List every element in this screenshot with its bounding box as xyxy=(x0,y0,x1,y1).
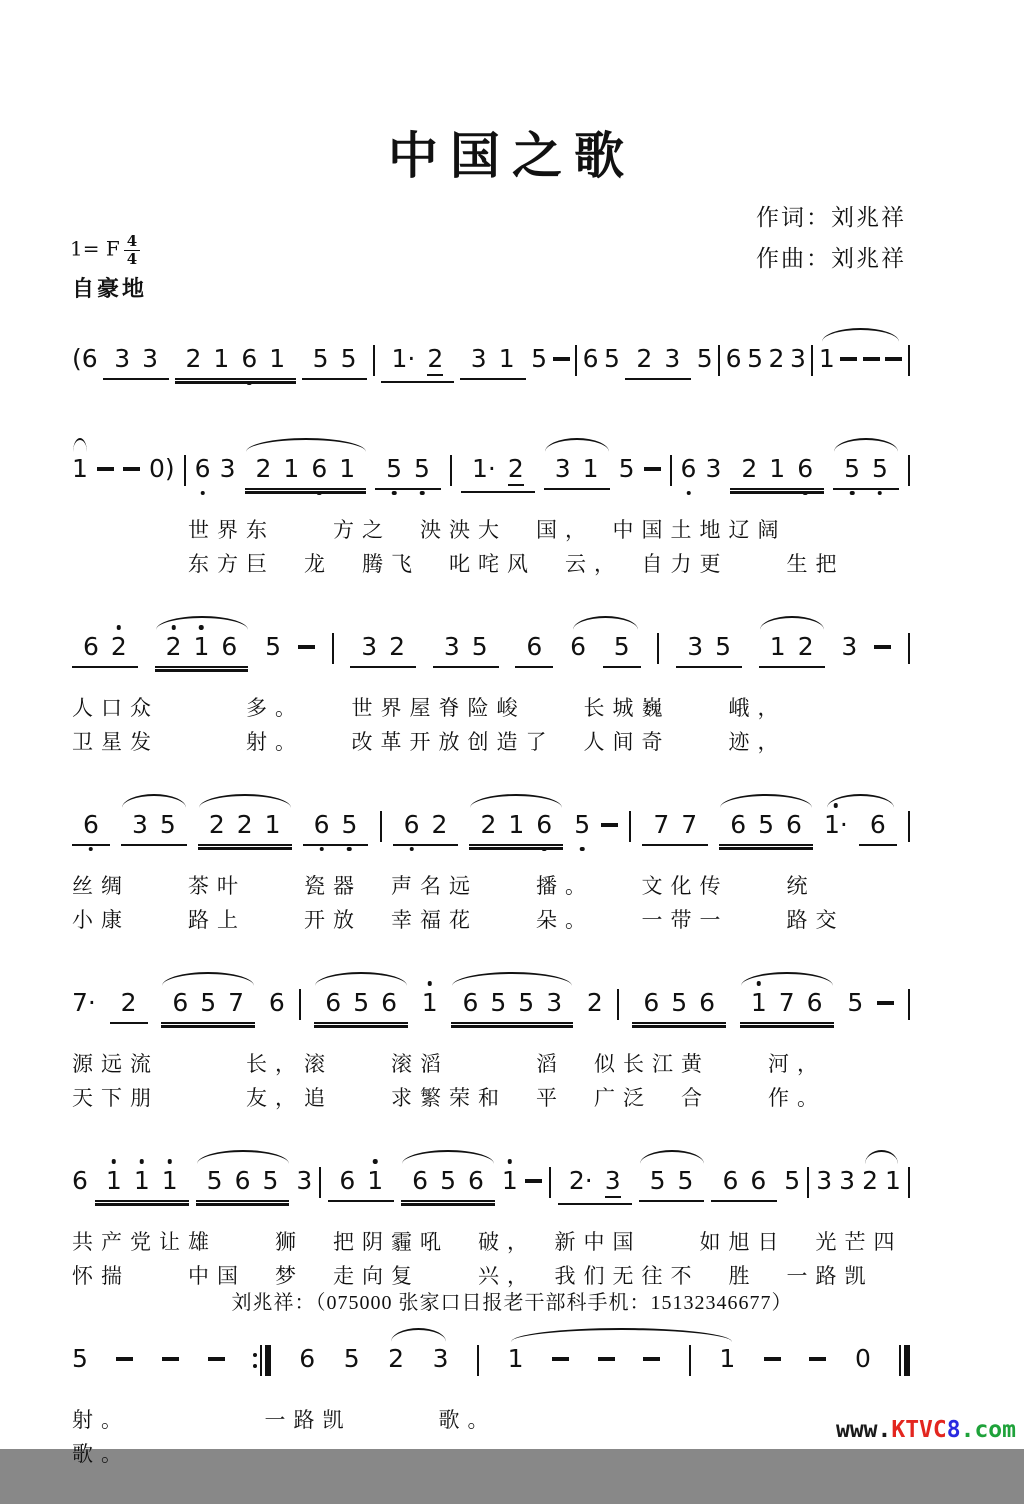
slur-arc xyxy=(573,616,638,630)
note: 1 xyxy=(367,1166,384,1195)
note: 2 xyxy=(586,988,603,1017)
slur-arc xyxy=(199,794,291,808)
note: 7 xyxy=(778,988,795,1017)
note: 2 xyxy=(480,810,497,839)
note: 6 xyxy=(786,810,802,839)
slur-arc xyxy=(865,1150,898,1164)
beam-group xyxy=(719,811,813,846)
note: 6 xyxy=(750,1166,767,1195)
note: 1 xyxy=(818,344,835,373)
beam-group xyxy=(401,1167,495,1202)
meter-bottom: 4 xyxy=(126,249,138,268)
note: 6 xyxy=(797,454,814,483)
note: 2 xyxy=(797,632,814,661)
beam-group xyxy=(433,633,499,668)
duration-dash xyxy=(840,357,857,361)
barline xyxy=(657,633,659,664)
note: 3 xyxy=(142,344,158,373)
barline-thick xyxy=(904,1345,910,1376)
beam-group xyxy=(375,455,441,490)
note: 6 xyxy=(241,344,258,373)
note: 6 xyxy=(582,344,599,373)
note: 1 xyxy=(769,632,786,661)
duration-dash xyxy=(552,1357,569,1361)
duration-dash xyxy=(162,1357,179,1361)
note: 6 xyxy=(725,344,742,373)
note: 5 xyxy=(574,810,591,839)
beam-group xyxy=(460,345,526,380)
note: 6 xyxy=(83,632,99,661)
barline xyxy=(373,345,375,376)
credits xyxy=(756,197,906,279)
duration-dash xyxy=(298,645,315,649)
key-signature xyxy=(70,233,140,267)
note: 6 xyxy=(722,1166,739,1195)
slur-arc xyxy=(741,972,833,986)
note: 2 xyxy=(862,1166,878,1195)
beam-group xyxy=(642,811,708,846)
notes-row xyxy=(72,970,910,1047)
note: 2 xyxy=(255,454,272,483)
lyrics-row: 小康 路上 开放 幸福花 朵。 一带一 路交 xyxy=(72,908,845,932)
note: 5 xyxy=(844,454,861,483)
note: 3 xyxy=(789,344,806,373)
note: 2· xyxy=(568,1166,593,1195)
note: 6 xyxy=(526,632,543,661)
beam-group xyxy=(121,811,187,846)
beam-group xyxy=(175,345,297,380)
barline xyxy=(689,1345,691,1376)
note: 5 xyxy=(518,988,535,1017)
beam-group xyxy=(461,455,535,493)
note: 5 xyxy=(872,454,888,483)
notes-row xyxy=(72,792,910,869)
duration-dash xyxy=(644,467,661,471)
note: 3 xyxy=(841,632,858,661)
slur-arc xyxy=(470,794,562,808)
note: 5 xyxy=(343,1344,360,1373)
note: 1 xyxy=(719,1344,736,1373)
note: 3 xyxy=(554,454,571,483)
beam-group xyxy=(544,455,610,490)
score-line xyxy=(72,792,910,937)
note: 6 xyxy=(172,988,189,1017)
barline xyxy=(908,345,910,376)
note: 1 xyxy=(213,344,230,373)
note: 1 xyxy=(339,454,356,483)
barline xyxy=(299,989,301,1020)
beam-group xyxy=(730,455,824,490)
beam-group xyxy=(95,1167,189,1202)
note: 2 xyxy=(110,632,127,661)
final-barline xyxy=(899,1345,910,1376)
note: 2 xyxy=(389,632,406,661)
note: 6 xyxy=(570,632,586,661)
duration-dash xyxy=(885,357,902,361)
credit-composer: 作曲：刘兆祥 xyxy=(756,246,906,271)
note: 6 xyxy=(311,454,328,483)
duration-dash xyxy=(97,467,114,471)
note: 5 xyxy=(677,1166,694,1195)
duration-dash xyxy=(208,1357,225,1361)
note: 1 xyxy=(161,1166,178,1195)
note: 6 xyxy=(643,988,660,1017)
note: 6 xyxy=(234,1166,251,1195)
duration-dash xyxy=(874,645,891,649)
duration-dash xyxy=(764,1357,781,1361)
note: 6 xyxy=(299,1344,316,1373)
note: 2 xyxy=(427,345,443,376)
beam-group xyxy=(72,633,138,668)
duration-dash xyxy=(123,467,140,471)
barline xyxy=(811,345,813,376)
note: 5 xyxy=(206,1166,223,1195)
lyrics-row: 东方巨 龙 腾飞 叱咤风 云， 自力更 生把 xyxy=(72,552,845,576)
note: 2 xyxy=(236,810,253,839)
note: 3 xyxy=(605,1167,621,1198)
note: 6 xyxy=(313,810,330,839)
slur-arc xyxy=(197,1150,289,1164)
note: 6 xyxy=(730,810,747,839)
note: 1· xyxy=(823,810,848,839)
note: 6 xyxy=(325,988,342,1017)
beam-group xyxy=(196,1167,290,1202)
note: 0) xyxy=(148,454,175,483)
note: 5 xyxy=(613,632,630,661)
notes-row xyxy=(72,614,910,691)
barline xyxy=(908,1167,910,1198)
note: 5 xyxy=(747,344,763,373)
note: 3 xyxy=(470,344,487,373)
note: (6 xyxy=(72,344,98,373)
barline xyxy=(807,1167,809,1198)
barline xyxy=(718,345,720,376)
beam-group xyxy=(558,1167,632,1205)
lyrics-row: 人口众 多。 世界屋脊险峻 长城巍 峨， xyxy=(72,696,787,720)
slur-arc xyxy=(156,616,248,630)
note: 5 xyxy=(440,1166,456,1195)
slur-arc xyxy=(827,794,894,808)
note: 6 xyxy=(268,988,285,1017)
duration-dash xyxy=(601,823,618,827)
duration-dash xyxy=(116,1357,133,1361)
note: 6 xyxy=(806,988,823,1017)
note: 5 xyxy=(341,810,358,839)
slur-arc xyxy=(246,438,366,452)
note: 1 xyxy=(498,344,515,373)
note: 1 xyxy=(193,632,210,661)
notes-row xyxy=(72,436,910,513)
note: 6 xyxy=(83,810,99,839)
note: 3 xyxy=(443,632,460,661)
duration-dash xyxy=(553,357,570,361)
note: 7 xyxy=(681,810,698,839)
note: 2 xyxy=(388,1344,405,1373)
barline xyxy=(184,455,186,486)
note: 1· xyxy=(471,454,496,483)
note: 2 xyxy=(768,344,785,373)
beam-group xyxy=(393,811,459,846)
beam-group xyxy=(639,1167,705,1202)
score-line xyxy=(72,970,910,1115)
barline xyxy=(908,455,910,486)
beam-group xyxy=(328,1167,394,1202)
slur-arc xyxy=(122,794,186,808)
note: 1 xyxy=(283,454,300,483)
note: 0 xyxy=(854,1344,871,1373)
barline xyxy=(450,455,452,486)
note: 5 xyxy=(758,810,774,839)
duration-dash xyxy=(877,1001,894,1005)
barline xyxy=(332,633,334,664)
note: 1 xyxy=(884,1166,901,1195)
note: 3 xyxy=(687,632,704,661)
score-line xyxy=(72,1148,910,1293)
duration-dash xyxy=(525,1179,542,1183)
note: 2 xyxy=(431,810,448,839)
beam-group xyxy=(72,811,110,846)
slur-arc xyxy=(720,794,812,808)
note: 6 xyxy=(699,988,716,1017)
note: 6 xyxy=(869,810,886,839)
slur-arc xyxy=(315,972,407,986)
note: 1 xyxy=(501,1166,518,1195)
note: 6 xyxy=(462,988,479,1017)
notes-row xyxy=(72,1148,910,1225)
note: 5 xyxy=(159,810,176,839)
note: 5 xyxy=(715,632,732,661)
watermark xyxy=(836,1417,1016,1443)
barline xyxy=(629,811,631,842)
beam-group xyxy=(676,633,742,668)
beam-group xyxy=(245,455,367,490)
note: 6 xyxy=(194,454,211,483)
duration-dash xyxy=(598,1357,615,1361)
note: 3 xyxy=(664,344,681,373)
lyrics-row: 怀揣 中国 梦 走向复 兴， 我们无往不 胜 一路凯 xyxy=(72,1264,874,1288)
beam-group xyxy=(859,811,897,846)
note: 5 xyxy=(200,988,217,1017)
note: 1 xyxy=(750,988,767,1017)
repeat-dots xyxy=(253,1350,257,1372)
note: 5 xyxy=(353,988,370,1017)
note: 2 xyxy=(636,344,653,373)
barline-thick xyxy=(265,1345,271,1376)
note: 5 xyxy=(618,454,635,483)
beam-group xyxy=(740,989,834,1024)
note: 1 xyxy=(582,454,599,483)
note: 2 xyxy=(165,632,182,661)
meter-fraction xyxy=(124,233,140,267)
score-line xyxy=(72,326,910,403)
beam-group xyxy=(515,633,553,668)
barline xyxy=(908,633,910,664)
note: 3 xyxy=(131,810,148,839)
watermark-part: 8 xyxy=(946,1417,961,1443)
note: 6 xyxy=(221,632,238,661)
note: 1 xyxy=(507,1344,524,1373)
lyrics-row: 源远流 长，滚 滚滔 滔 似长江黄 河， xyxy=(72,1052,826,1076)
note: 1 xyxy=(72,454,88,483)
slur-arc xyxy=(73,438,87,452)
note: 1 xyxy=(105,1166,122,1195)
meter-top: 4 xyxy=(124,233,140,251)
beam-group xyxy=(632,989,726,1024)
lyrics-row: 共产党让雄 狮 把阴霾吼 破， 新中国 如旭日 光芒四 xyxy=(72,1230,903,1254)
slur-arc xyxy=(511,1328,732,1342)
beam-group xyxy=(833,455,899,490)
note: 6 xyxy=(72,1166,88,1195)
note: 5 xyxy=(414,454,430,483)
note: 5 xyxy=(262,1166,279,1195)
note: 6 xyxy=(403,810,420,839)
beam-group xyxy=(381,345,455,383)
repeat-barline xyxy=(253,1345,271,1376)
note: 5 xyxy=(72,1344,88,1373)
note: 5 xyxy=(671,988,688,1017)
barline xyxy=(477,1345,479,1376)
note: 1· xyxy=(391,344,416,373)
note: 5 xyxy=(340,344,357,373)
lyrics-row: 射。 一路凯 歌。 xyxy=(72,1408,497,1432)
note: 5 xyxy=(386,454,403,483)
barline xyxy=(908,811,910,842)
duration-dash xyxy=(643,1357,660,1361)
note: 3 xyxy=(705,454,722,483)
note: 5 xyxy=(847,988,864,1017)
footer-contact: 刘兆祥：（075000 张家口日报老干部科手机：15132346677） xyxy=(231,1292,793,1314)
note: 2 xyxy=(741,454,758,483)
note: 7· xyxy=(72,988,96,1017)
beam-group xyxy=(350,633,416,668)
lyrics-row: 卫星发 射。 改革开放创造了 人间奇 迹， xyxy=(72,730,787,754)
note: 5 xyxy=(312,344,329,373)
beam-group xyxy=(161,989,255,1024)
duration-dash xyxy=(863,357,880,361)
barline-thin xyxy=(899,1345,901,1376)
barline xyxy=(319,1167,321,1198)
barline xyxy=(575,345,577,376)
barline xyxy=(908,989,910,1020)
note: 5 xyxy=(649,1166,666,1195)
note: 5 xyxy=(603,344,620,373)
note: 2 xyxy=(120,988,137,1017)
note: 3 xyxy=(816,1166,833,1195)
beam-group xyxy=(451,989,573,1024)
notes-row xyxy=(72,1326,910,1403)
barline xyxy=(617,989,619,1020)
notes-row xyxy=(72,326,910,403)
slur-arc xyxy=(391,1328,446,1342)
page-title: 中国之歌 xyxy=(388,128,636,184)
beam-group xyxy=(155,633,249,668)
note: 3 xyxy=(114,344,131,373)
score xyxy=(72,326,910,1504)
note: 3 xyxy=(361,632,378,661)
note: 1 xyxy=(264,810,281,839)
barline xyxy=(380,811,382,842)
note: 6 xyxy=(381,988,398,1017)
lyrics-row: 丝绸 茶叶 瓷器 声名远 播。 文化传 统 xyxy=(72,874,816,898)
slur-arc xyxy=(402,1150,494,1164)
watermark-part: KTVC xyxy=(891,1417,947,1443)
lyrics-row: 天下朋 友，追 求繁荣和 平 广泛 合 作。 xyxy=(72,1086,826,1110)
note: 6 xyxy=(339,1166,356,1195)
slur-arc xyxy=(452,972,572,986)
note: 3 xyxy=(219,454,236,483)
score-line xyxy=(72,436,910,581)
barline-thin xyxy=(260,1345,262,1376)
slur-arc xyxy=(545,438,609,452)
slur-arc xyxy=(760,616,824,630)
note: 6 xyxy=(467,1166,484,1195)
note: 3 xyxy=(546,988,563,1017)
beam-group xyxy=(469,811,563,846)
note: 2 xyxy=(208,810,225,839)
note: 5 xyxy=(531,344,548,373)
note: 6 xyxy=(536,810,553,839)
beam-group xyxy=(110,989,148,1024)
note: 5 xyxy=(490,988,507,1017)
key-label: 1= F xyxy=(70,236,120,261)
beam-group xyxy=(302,345,368,380)
barline xyxy=(549,1167,551,1198)
lyrics-row: 歌。 xyxy=(72,1442,130,1466)
beam-group xyxy=(603,633,641,668)
lyrics-row: 世界东 方之 泱泱大 国， 中国土地辽阔 xyxy=(72,518,787,542)
slur-arc xyxy=(162,972,254,986)
beam-group xyxy=(625,345,691,380)
beam-group xyxy=(759,633,825,668)
note: 1 xyxy=(133,1166,150,1195)
duration-dash xyxy=(809,1357,826,1361)
note: 1 xyxy=(508,810,525,839)
slur-arc xyxy=(834,438,898,452)
slur-arc xyxy=(822,328,899,342)
note: 3 xyxy=(839,1166,856,1195)
note: 2 xyxy=(185,344,202,373)
note: 1 xyxy=(421,988,438,1017)
credit-lyricist: 作词：刘兆祥 xyxy=(756,205,906,230)
note: 3 xyxy=(296,1166,313,1195)
note: 7 xyxy=(228,988,245,1017)
beam-group xyxy=(103,345,169,380)
beam-group xyxy=(314,989,408,1024)
note: 5 xyxy=(696,344,713,373)
barline xyxy=(670,455,672,486)
mood-marking: 自豪地 xyxy=(72,276,148,301)
watermark-part: www. xyxy=(835,1417,892,1443)
score-line xyxy=(72,614,910,759)
note: 5 xyxy=(471,632,488,661)
note: 6 xyxy=(412,1166,429,1195)
watermark-part: .com xyxy=(960,1417,1016,1443)
note: 1 xyxy=(769,454,786,483)
score-line xyxy=(72,1326,910,1471)
beam-group xyxy=(303,811,369,846)
note: 5 xyxy=(265,632,281,661)
note: 2 xyxy=(508,455,524,486)
note: 5 xyxy=(784,1166,801,1195)
beam-group xyxy=(711,1167,777,1202)
note: 6 xyxy=(680,454,697,483)
note: 3 xyxy=(432,1344,449,1373)
slur-arc xyxy=(640,1150,704,1164)
note: 1 xyxy=(269,344,286,373)
beam-group xyxy=(198,811,292,846)
note: 7 xyxy=(653,810,670,839)
